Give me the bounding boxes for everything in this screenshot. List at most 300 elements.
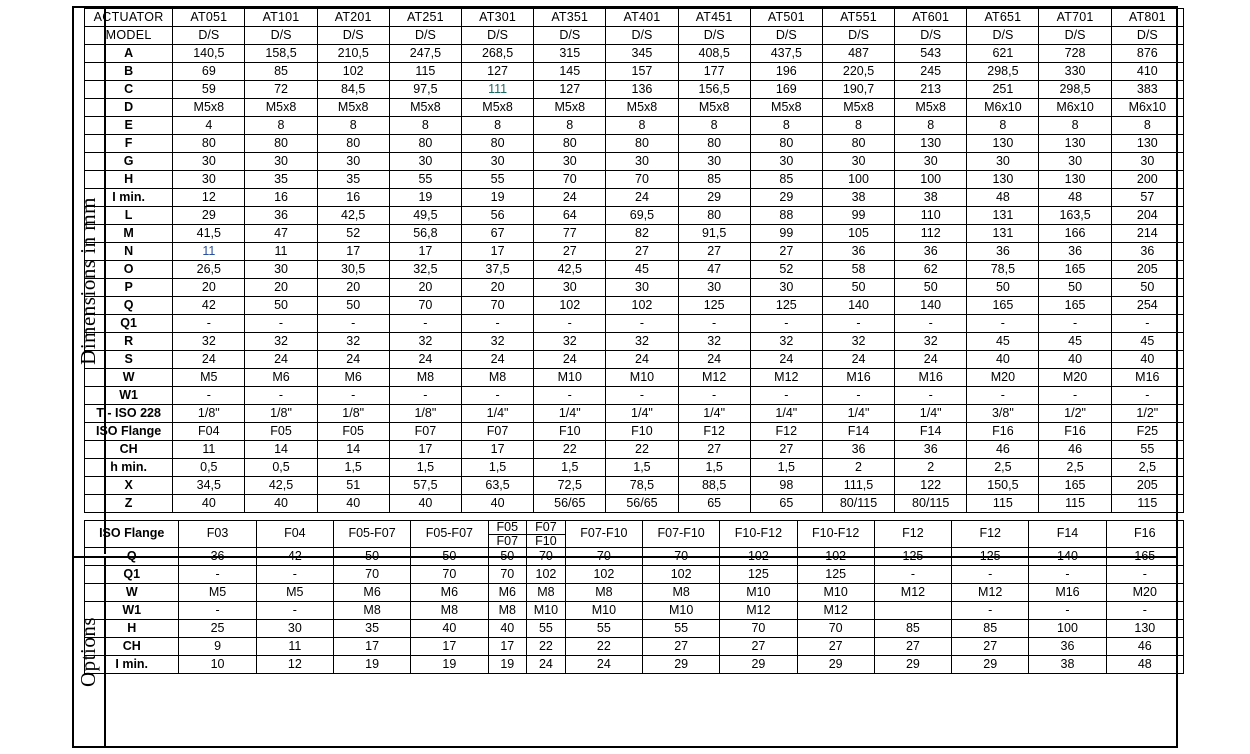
cell: 46 xyxy=(1039,441,1111,459)
cell: 254 xyxy=(1111,297,1183,315)
cell: M16 xyxy=(1111,369,1183,387)
cell: 56/65 xyxy=(606,495,678,513)
cell: 1/4" xyxy=(606,405,678,423)
cell: 26,5 xyxy=(173,261,245,279)
cell: 165 xyxy=(1106,548,1183,566)
row-label-l: L xyxy=(85,207,173,225)
cell: 111 xyxy=(461,81,533,99)
cell: 220,5 xyxy=(822,63,894,81)
table-row xyxy=(85,351,1184,369)
cell: 56,8 xyxy=(389,225,461,243)
cell: - xyxy=(461,387,533,405)
table-row xyxy=(85,45,1184,63)
cell: 3/8" xyxy=(967,405,1039,423)
cell: - xyxy=(967,387,1039,405)
cell: 98 xyxy=(750,477,822,495)
cell: 45 xyxy=(606,261,678,279)
cell: M6 xyxy=(488,584,527,602)
cell: 0,5 xyxy=(173,459,245,477)
cell: 35 xyxy=(333,620,410,638)
cell: 32 xyxy=(750,333,822,351)
cell: 17 xyxy=(461,441,533,459)
cell: M16 xyxy=(822,369,894,387)
cell: 29 xyxy=(720,656,797,674)
cell: M8 xyxy=(488,602,527,620)
row-label-f: F xyxy=(85,135,173,153)
cell: 1,5 xyxy=(534,459,606,477)
table-row xyxy=(85,387,1184,405)
cell: 268,5 xyxy=(461,45,533,63)
cell: 30 xyxy=(317,153,389,171)
cell: 166 xyxy=(1039,225,1111,243)
cell: 125 xyxy=(678,297,750,315)
cell: 42 xyxy=(256,548,333,566)
cell: 125 xyxy=(750,297,822,315)
cell: 40 xyxy=(173,495,245,513)
cell: 2,5 xyxy=(967,459,1039,477)
cell: 205 xyxy=(1111,261,1183,279)
cell: 20 xyxy=(173,279,245,297)
cell: 85 xyxy=(874,620,951,638)
cell: 55 xyxy=(389,171,461,189)
cell: 24 xyxy=(678,351,750,369)
cell: 36 xyxy=(895,243,967,261)
table-row xyxy=(85,566,1184,584)
row-label-options-imin: I min. xyxy=(85,656,179,674)
cell: M5x8 xyxy=(461,99,533,117)
row-label-o: O xyxy=(85,261,173,279)
cell: 82 xyxy=(606,225,678,243)
cell: 85 xyxy=(245,63,317,81)
cell: 19 xyxy=(411,656,488,674)
options-table xyxy=(84,520,1184,674)
cell: 213 xyxy=(895,81,967,99)
cell: M12 xyxy=(678,369,750,387)
row-label-g: G xyxy=(85,153,173,171)
row-label-e: E xyxy=(85,117,173,135)
cell: 85 xyxy=(750,171,822,189)
cell: 32,5 xyxy=(389,261,461,279)
cell: 8 xyxy=(750,117,822,135)
ds-12: D/S xyxy=(1039,27,1111,45)
ds-7: D/S xyxy=(678,27,750,45)
table-row xyxy=(85,602,1184,620)
cell: 35 xyxy=(317,171,389,189)
table-row xyxy=(85,477,1184,495)
cell: 190,7 xyxy=(822,81,894,99)
cell: 40 xyxy=(317,495,389,513)
cell: 80/115 xyxy=(822,495,894,513)
cell: 30 xyxy=(895,153,967,171)
cell: 125 xyxy=(797,566,874,584)
cell: 84,5 xyxy=(317,81,389,99)
cell: M6x10 xyxy=(1111,99,1183,117)
cell: 50 xyxy=(1039,279,1111,297)
cell: 50 xyxy=(1111,279,1183,297)
cell: M8 xyxy=(461,369,533,387)
cell: 1/8" xyxy=(317,405,389,423)
cell: 30 xyxy=(678,153,750,171)
cell: 32 xyxy=(895,333,967,351)
cell: 17 xyxy=(389,243,461,261)
cell: 105 xyxy=(822,225,894,243)
cell: 165 xyxy=(1039,297,1111,315)
table-row xyxy=(85,369,1184,387)
cell: 32 xyxy=(606,333,678,351)
cell: 298,5 xyxy=(1039,81,1111,99)
cell: - xyxy=(389,315,461,333)
cell-stacked xyxy=(488,521,527,548)
cell: - xyxy=(179,602,256,620)
row-label-p: P xyxy=(85,279,173,297)
row-label-n: N xyxy=(85,243,173,261)
cell: 30 xyxy=(173,153,245,171)
cell: 40 xyxy=(411,620,488,638)
cell: M16 xyxy=(895,369,967,387)
cell: 80 xyxy=(173,135,245,153)
cell: 27 xyxy=(750,243,822,261)
ds-0: D/S xyxy=(173,27,245,45)
cell: 17 xyxy=(461,243,533,261)
cell: 140 xyxy=(1029,548,1106,566)
table-row xyxy=(85,315,1184,333)
cell: 50 xyxy=(245,297,317,315)
cell: 130 xyxy=(895,135,967,153)
cell: - xyxy=(952,566,1029,584)
model-at451: AT451 xyxy=(678,9,750,27)
cell: 42,5 xyxy=(317,207,389,225)
ds-9: D/S xyxy=(822,27,894,45)
cell: 30 xyxy=(822,153,894,171)
cell: M16 xyxy=(1029,584,1106,602)
cell: 2 xyxy=(822,459,894,477)
cell: 163,5 xyxy=(1039,207,1111,225)
cell: 621 xyxy=(967,45,1039,63)
cell: M10 xyxy=(606,369,678,387)
cell: 37,5 xyxy=(461,261,533,279)
cell: 50 xyxy=(411,548,488,566)
cell: 8 xyxy=(1039,117,1111,135)
cell: 17 xyxy=(317,243,389,261)
cell: 315 xyxy=(534,45,606,63)
row-label-options-q1: Q1 xyxy=(85,566,179,584)
cell: 8 xyxy=(1111,117,1183,135)
cell: 140 xyxy=(822,297,894,315)
cell: 24 xyxy=(606,189,678,207)
cell: 70 xyxy=(411,566,488,584)
cell: F07-F10 xyxy=(643,521,720,548)
cell: M5x8 xyxy=(822,99,894,117)
cell: - xyxy=(1029,566,1106,584)
ds-3: D/S xyxy=(389,27,461,45)
model-at501: AT501 xyxy=(750,9,822,27)
cell: 30 xyxy=(389,153,461,171)
cell: 55 xyxy=(1111,441,1183,459)
cell: 876 xyxy=(1111,45,1183,63)
cell: 130 xyxy=(1039,171,1111,189)
table-row xyxy=(85,225,1184,243)
cell: M20 xyxy=(1106,584,1183,602)
ds-5: D/S xyxy=(534,27,606,45)
cell: 200 xyxy=(1111,171,1183,189)
row-label-c: C xyxy=(85,81,173,99)
model-at101: AT101 xyxy=(245,9,317,27)
cell: 8 xyxy=(895,117,967,135)
cell: 32 xyxy=(317,333,389,351)
cell: 27 xyxy=(643,638,720,656)
cell: 165 xyxy=(1039,477,1111,495)
cell: 127 xyxy=(461,63,533,81)
dimensions-section-label xyxy=(72,8,106,554)
table-row xyxy=(85,297,1184,315)
cell: 69,5 xyxy=(606,207,678,225)
cell: 40 xyxy=(1039,351,1111,369)
cell: 27 xyxy=(720,638,797,656)
cell: 62 xyxy=(895,261,967,279)
cell: 11 xyxy=(256,638,333,656)
row-label-x: X xyxy=(85,477,173,495)
cell: 36 xyxy=(822,441,894,459)
cell: 17 xyxy=(333,638,410,656)
cell: F12 xyxy=(750,423,822,441)
row-label-hmin: h min. xyxy=(85,459,173,477)
cell: 100 xyxy=(895,171,967,189)
cell: 127 xyxy=(534,81,606,99)
cell: 22 xyxy=(534,441,606,459)
cell: 32 xyxy=(678,333,750,351)
cell: 30 xyxy=(173,171,245,189)
cell: M12 xyxy=(952,584,1029,602)
cell: F05 xyxy=(489,521,527,535)
row-label-options-q: Q xyxy=(85,548,179,566)
cell: 80 xyxy=(606,135,678,153)
table-row xyxy=(85,63,1184,81)
row-label-options-h: H xyxy=(85,620,179,638)
cell: F16 xyxy=(1106,521,1183,548)
cell: 35 xyxy=(245,171,317,189)
cell: F07 xyxy=(389,423,461,441)
cell: M10 xyxy=(797,584,874,602)
cell: 12 xyxy=(256,656,333,674)
cell: 80 xyxy=(534,135,606,153)
cell: 67 xyxy=(461,225,533,243)
cell: 131 xyxy=(967,207,1039,225)
cell: 88 xyxy=(750,207,822,225)
ds-1: D/S xyxy=(245,27,317,45)
cell: M5x8 xyxy=(750,99,822,117)
cell: M10 xyxy=(527,602,566,620)
cell: 14 xyxy=(317,441,389,459)
cell: F04 xyxy=(173,423,245,441)
row-label-z: Z xyxy=(85,495,173,513)
table-row xyxy=(85,135,1184,153)
cell: 17 xyxy=(411,638,488,656)
cell: 32 xyxy=(461,333,533,351)
cell: 30 xyxy=(606,153,678,171)
row-label-q: Q xyxy=(85,297,173,315)
cell: M5x8 xyxy=(389,99,461,117)
cell: 100 xyxy=(822,171,894,189)
model-at651: AT651 xyxy=(967,9,1039,27)
cell: 70 xyxy=(527,548,566,566)
cell: 205 xyxy=(1111,477,1183,495)
header-row-model xyxy=(85,27,1184,45)
cell: 247,5 xyxy=(389,45,461,63)
cell: 383 xyxy=(1111,81,1183,99)
cell: 20 xyxy=(461,279,533,297)
cell: - xyxy=(606,387,678,405)
cell: 40 xyxy=(1111,351,1183,369)
cell: 50 xyxy=(967,279,1039,297)
cell: M8 xyxy=(527,584,566,602)
cell: - xyxy=(317,315,389,333)
cell: 64 xyxy=(534,207,606,225)
cell: 8 xyxy=(317,117,389,135)
cell: 1/4" xyxy=(534,405,606,423)
options-label-text: Options xyxy=(75,616,100,687)
table-row xyxy=(85,81,1184,99)
cell: 130 xyxy=(1106,620,1183,638)
model-at701: AT701 xyxy=(1039,9,1111,27)
model-at251: AT251 xyxy=(389,9,461,27)
cell: 1,5 xyxy=(678,459,750,477)
cell: 11 xyxy=(173,243,245,261)
row-label-w: W xyxy=(85,369,173,387)
cell: - xyxy=(256,566,333,584)
cell: 0,5 xyxy=(245,459,317,477)
cell: 30 xyxy=(967,153,1039,171)
cell: 169 xyxy=(750,81,822,99)
cell: M12 xyxy=(720,602,797,620)
cell: - xyxy=(173,387,245,405)
cell: 150,5 xyxy=(967,477,1039,495)
cell: - xyxy=(173,315,245,333)
cell: - xyxy=(1106,566,1183,584)
cell: 36 xyxy=(895,441,967,459)
cell: F05 xyxy=(245,423,317,441)
cell: 80 xyxy=(461,135,533,153)
cell: 30 xyxy=(245,153,317,171)
cell: 1,5 xyxy=(317,459,389,477)
cell: 24 xyxy=(245,351,317,369)
cell: - xyxy=(1106,602,1183,620)
header-actuator: ACTUATOR xyxy=(85,9,173,27)
row-label-options-w1: W1 xyxy=(85,602,179,620)
row-label-s: S xyxy=(85,351,173,369)
cell: F03 xyxy=(179,521,256,548)
cell: F10 xyxy=(606,423,678,441)
cell: 29 xyxy=(173,207,245,225)
cell: 36 xyxy=(245,207,317,225)
row-label-t-iso228: T - ISO 228 xyxy=(85,405,173,423)
cell: 32 xyxy=(822,333,894,351)
cell: 9 xyxy=(179,638,256,656)
cell: 157 xyxy=(606,63,678,81)
model-at401: AT401 xyxy=(606,9,678,27)
cell: 36 xyxy=(1111,243,1183,261)
cell: 48 xyxy=(1039,189,1111,207)
cell: 70 xyxy=(565,548,642,566)
row-label-q1: Q1 xyxy=(85,315,173,333)
cell: 2,5 xyxy=(1039,459,1111,477)
cell: 10 xyxy=(179,656,256,674)
cell: 99 xyxy=(750,225,822,243)
cell: 1/4" xyxy=(750,405,822,423)
cell: 8 xyxy=(967,117,1039,135)
cell: - xyxy=(895,315,967,333)
cell: 49,5 xyxy=(389,207,461,225)
cell: - xyxy=(874,566,951,584)
cell: 11 xyxy=(173,441,245,459)
cell: 50 xyxy=(488,548,527,566)
cell: F16 xyxy=(1039,423,1111,441)
table-row xyxy=(85,99,1184,117)
cell: 72,5 xyxy=(534,477,606,495)
cell: 32 xyxy=(389,333,461,351)
cell: 55 xyxy=(461,171,533,189)
cell: 145 xyxy=(534,63,606,81)
cell: 158,5 xyxy=(245,45,317,63)
cell: 4 xyxy=(173,117,245,135)
cell: - xyxy=(678,315,750,333)
cell: 57 xyxy=(1111,189,1183,207)
cell: 72 xyxy=(245,81,317,99)
model-at801: AT801 xyxy=(1111,9,1183,27)
cell: 1/4" xyxy=(461,405,533,423)
model-at551: AT551 xyxy=(822,9,894,27)
cell: 2 xyxy=(895,459,967,477)
cell: 25 xyxy=(179,620,256,638)
cell: 130 xyxy=(967,135,1039,153)
cell: 8 xyxy=(389,117,461,135)
cell: F16 xyxy=(967,423,1039,441)
cell-stacked xyxy=(527,521,566,548)
cell: M6 xyxy=(333,584,410,602)
cell: - xyxy=(389,387,461,405)
table-row xyxy=(85,405,1184,423)
cell: 115 xyxy=(389,63,461,81)
cell: - xyxy=(895,387,967,405)
cell: 42,5 xyxy=(245,477,317,495)
cell: 210,5 xyxy=(317,45,389,63)
cell: 8 xyxy=(822,117,894,135)
cell: 20 xyxy=(389,279,461,297)
cell: 85 xyxy=(678,171,750,189)
row-label-h: H xyxy=(85,171,173,189)
cell: 36 xyxy=(822,243,894,261)
cell: 30 xyxy=(678,279,750,297)
cell: 27 xyxy=(678,243,750,261)
cell: 50 xyxy=(333,548,410,566)
cell: 125 xyxy=(874,548,951,566)
cell: 30,5 xyxy=(317,261,389,279)
cell: 80 xyxy=(678,207,750,225)
cell: M12 xyxy=(750,369,822,387)
cell: - xyxy=(1111,387,1183,405)
cell: - xyxy=(967,315,1039,333)
cell: 40 xyxy=(488,620,527,638)
cell: 24 xyxy=(173,351,245,369)
cell: 45 xyxy=(1039,333,1111,351)
cell: 115 xyxy=(1111,495,1183,513)
cell: F14 xyxy=(895,423,967,441)
cell: 8 xyxy=(606,117,678,135)
cell: M20 xyxy=(967,369,1039,387)
row-label-ch: CH xyxy=(85,441,173,459)
cell: F07 xyxy=(461,423,533,441)
cell: 1,5 xyxy=(461,459,533,477)
cell: - xyxy=(461,315,533,333)
